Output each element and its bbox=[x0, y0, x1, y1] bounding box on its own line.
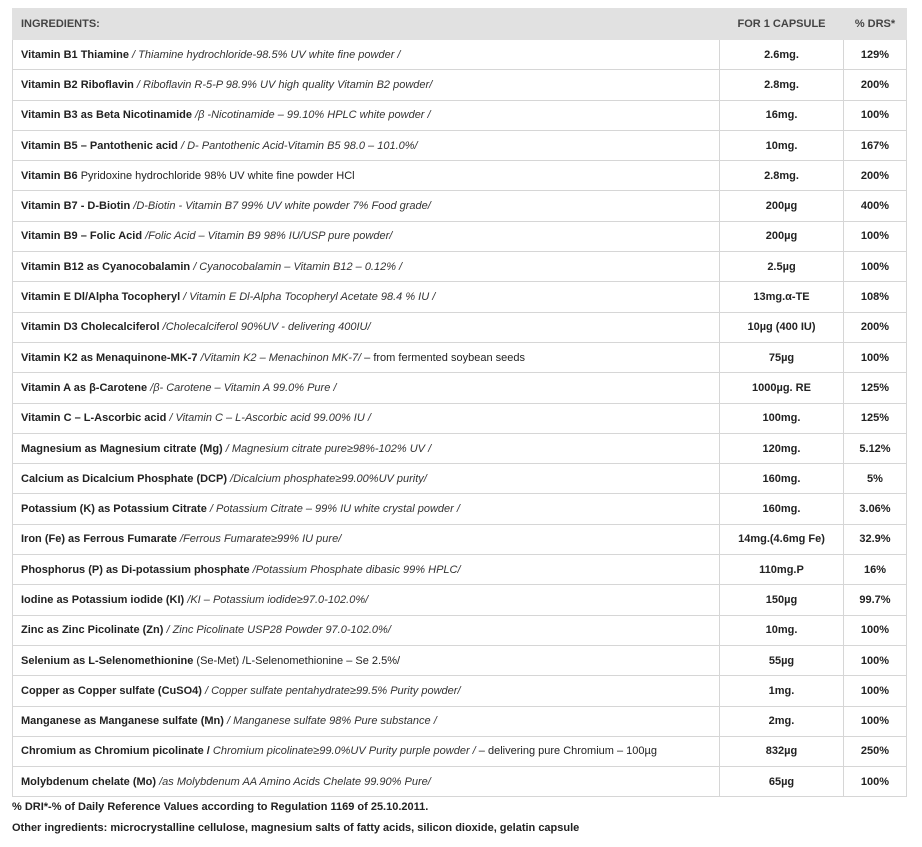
amount-cell: 2.5µg bbox=[720, 252, 844, 282]
drs-cell: 167% bbox=[844, 130, 907, 160]
ingredient-description: / Thiamine hydrochloride-98.5% UV white fine powder / bbox=[129, 48, 401, 61]
ingredient-cell bbox=[13, 342, 720, 372]
amount-cell: 75µg bbox=[720, 342, 844, 372]
ingredient-name: Vitamin B7 - D-Biotin bbox=[21, 200, 131, 213]
ingredient-name: Manganese as Manganese sulfate (Mn) bbox=[21, 715, 224, 728]
ingredient-name: Magnesium as Magnesium citrate (Mg) bbox=[21, 442, 223, 455]
amount-cell: 2mg. bbox=[720, 706, 844, 736]
ingredient-cell bbox=[13, 282, 720, 312]
table-row bbox=[13, 494, 907, 524]
other-ingredients-note: Other ingredients: microcrystalline cellulose, magnesium salts of fatty acids, silicon dioxide, gelatin capsule bbox=[12, 822, 580, 834]
ingredient-description: /β -Nicotinamide – 99.10% HPLC white powder / bbox=[191, 109, 431, 122]
table-row bbox=[13, 282, 907, 312]
ingredient-cell bbox=[13, 221, 720, 251]
header-ingredients: INGREDIENTS: bbox=[13, 9, 720, 40]
amount-cell: 1mg. bbox=[720, 676, 844, 706]
amount-cell: 160mg. bbox=[720, 494, 844, 524]
drs-cell: 5% bbox=[844, 464, 907, 494]
ingredient-name: Vitamin B3 as Beta Nicotinamide bbox=[21, 109, 192, 122]
ingredient-name: Vitamin B12 as Cyanocobalamin bbox=[21, 260, 191, 273]
ingredient-name: Selenium as L-Selenomethionine bbox=[21, 654, 194, 667]
ingredient-name: Potassium (K) as Potassium Citrate bbox=[21, 503, 207, 516]
table-row bbox=[13, 221, 907, 251]
amount-cell: 10µg (400 IU) bbox=[720, 312, 844, 342]
table-row bbox=[13, 312, 907, 342]
table-row bbox=[13, 555, 907, 585]
amount-cell: 200µg bbox=[720, 191, 844, 221]
table-row bbox=[13, 736, 907, 766]
table-row bbox=[13, 706, 907, 736]
footnotes bbox=[12, 800, 906, 842]
ingredient-name: Vitamin B2 Riboflavin bbox=[21, 78, 134, 91]
drs-cell: 250% bbox=[844, 736, 907, 766]
table-row bbox=[13, 645, 907, 675]
amount-cell: 16mg. bbox=[720, 100, 844, 130]
ingredient-cell bbox=[13, 585, 720, 615]
ingredient-name: Vitamin B9 – Folic Acid bbox=[21, 230, 143, 243]
drs-cell: 100% bbox=[844, 645, 907, 675]
table-row bbox=[13, 767, 907, 797]
amount-cell: 2.6mg. bbox=[720, 40, 844, 70]
ingredient-description: Chromium picolinate≥99.0%UV Purity purple powder / bbox=[209, 745, 476, 758]
drs-cell: 32.9% bbox=[844, 524, 907, 554]
drs-cell: 400% bbox=[844, 191, 907, 221]
table-row bbox=[13, 373, 907, 403]
drs-cell: 100% bbox=[844, 100, 907, 130]
ingredient-name: Vitamin E Dl/Alpha Tocopheryl bbox=[21, 291, 181, 304]
drs-cell: 100% bbox=[844, 342, 907, 372]
ingredient-description: / Copper sulfate pentahydrate≥99.5% Purity powder/ bbox=[201, 684, 461, 697]
drs-cell: 100% bbox=[844, 252, 907, 282]
table-row bbox=[13, 252, 907, 282]
table-row bbox=[13, 676, 907, 706]
table-row bbox=[13, 464, 907, 494]
ingredient-cell bbox=[13, 706, 720, 736]
table-row bbox=[13, 130, 907, 160]
ingredients-table bbox=[12, 8, 907, 797]
amount-cell: 1000µg. RE bbox=[720, 373, 844, 403]
table-row bbox=[13, 161, 907, 191]
header-drs: % DRS* bbox=[844, 9, 907, 40]
ingredient-cell bbox=[13, 40, 720, 70]
ingredient-cell bbox=[13, 403, 720, 433]
ingredient-description: /Folic Acid – Vitamin B9 98% IU/USP pure powder/ bbox=[142, 230, 393, 243]
ingredient-description: /KI – Potassium iodide≥97.0-102.0%/ bbox=[184, 593, 369, 606]
table-row bbox=[13, 70, 907, 100]
amount-cell: 832µg bbox=[720, 736, 844, 766]
drs-cell: 100% bbox=[844, 221, 907, 251]
amount-cell: 10mg. bbox=[720, 615, 844, 645]
ingredient-description: / Magnesium citrate pure≥98%-102% UV / bbox=[222, 442, 432, 455]
ingredient-description: / D- Pantothenic Acid-Vitamin B5 98.0 – 101.0%/ bbox=[177, 139, 418, 152]
ingredient-name: Vitamin C – L-Ascorbic acid bbox=[21, 412, 167, 425]
ingredient-description: /Cholecalciferol 90%UV - delivering 400IU/ bbox=[159, 321, 371, 334]
ingredient-cell bbox=[13, 252, 720, 282]
table-header-row bbox=[13, 9, 907, 40]
amount-cell: 13mg.α-TE bbox=[720, 282, 844, 312]
drs-cell: 125% bbox=[844, 403, 907, 433]
ingredient-cell bbox=[13, 645, 720, 675]
ingredient-cell bbox=[13, 433, 720, 463]
ingredient-name: Vitamin D3 Cholecalciferol bbox=[21, 321, 160, 334]
ingredient-note: Pyridoxine hydrochloride 98% UV white fine powder HCl bbox=[77, 169, 355, 182]
ingredient-cell bbox=[13, 191, 720, 221]
ingredient-description: /Potassium Phosphate dibasic 99% HPLC/ bbox=[249, 563, 461, 576]
ingredient-note: – from fermented soybean seeds bbox=[361, 351, 525, 364]
ingredient-note: (Se-Met) /L-Selenomethionine – Se 2.5%/ bbox=[193, 654, 401, 667]
drs-cell: 200% bbox=[844, 312, 907, 342]
ingredient-name: Vitamin A as β-Carotene bbox=[21, 381, 148, 394]
amount-cell: 10mg. bbox=[720, 130, 844, 160]
drs-cell: 100% bbox=[844, 706, 907, 736]
ingredient-name: Copper as Copper sulfate (CuSO4) bbox=[21, 684, 202, 697]
ingredient-description: /Vitamin K2 – Menachinon MK-7/ bbox=[197, 351, 362, 364]
ingredient-name: Molybdenum chelate (Mo) bbox=[21, 775, 157, 788]
drs-cell: 16% bbox=[844, 555, 907, 585]
ingredient-name: Zinc as Zinc Picolinate (Zn) bbox=[21, 624, 164, 637]
ingredient-name: Iodine as Potassium iodide (KI) bbox=[21, 593, 185, 606]
ingredient-name: Vitamin K2 as Menaquinone-MK-7 bbox=[21, 351, 198, 364]
ingredient-cell bbox=[13, 70, 720, 100]
ingredient-description: /β- Carotene – Vitamin A 99.0% Pure / bbox=[147, 381, 337, 394]
ingredient-cell bbox=[13, 555, 720, 585]
ingredient-name: Vitamin B6 bbox=[21, 169, 78, 182]
ingredient-cell bbox=[13, 676, 720, 706]
amount-cell: 2.8mg. bbox=[720, 161, 844, 191]
ingredient-note: – delivering pure Chromium – 100µg bbox=[475, 745, 657, 758]
table-row bbox=[13, 403, 907, 433]
drs-cell: 125% bbox=[844, 373, 907, 403]
table-row bbox=[13, 433, 907, 463]
ingredient-cell bbox=[13, 494, 720, 524]
drs-cell: 100% bbox=[844, 615, 907, 645]
drs-cell: 100% bbox=[844, 676, 907, 706]
ingredient-name: Phosphorus (P) as Di-potassium phosphate bbox=[21, 563, 250, 576]
amount-cell: 14mg.(4.6mg Fe) bbox=[720, 524, 844, 554]
ingredient-description: / Potassium Citrate – 99% IU white crystal powder / bbox=[206, 503, 460, 516]
ingredient-name: Calcium as Dicalcium Phosphate (DCP) bbox=[21, 472, 227, 485]
amount-cell: 120mg. bbox=[720, 433, 844, 463]
ingredient-cell bbox=[13, 615, 720, 645]
table-row bbox=[13, 191, 907, 221]
ingredient-cell bbox=[13, 736, 720, 766]
amount-cell: 200µg bbox=[720, 221, 844, 251]
amount-cell: 160mg. bbox=[720, 464, 844, 494]
ingredient-cell bbox=[13, 373, 720, 403]
ingredient-name: Vitamin B5 – Pantothenic acid bbox=[21, 139, 178, 152]
table-row bbox=[13, 524, 907, 554]
amount-cell: 100mg. bbox=[720, 403, 844, 433]
table-row bbox=[13, 615, 907, 645]
ingredient-cell bbox=[13, 130, 720, 160]
ingredient-description: / Cyanocobalamin – Vitamin B12 – 0.12% / bbox=[190, 260, 403, 273]
amount-cell: 55µg bbox=[720, 645, 844, 675]
ingredient-description: / Zinc Picolinate USP28 Powder 97.0-102.0%/ bbox=[163, 624, 391, 637]
drs-cell: 3.06% bbox=[844, 494, 907, 524]
table-row bbox=[13, 585, 907, 615]
ingredient-cell bbox=[13, 161, 720, 191]
ingredient-cell bbox=[13, 524, 720, 554]
amount-cell: 110mg.P bbox=[720, 555, 844, 585]
ingredient-description: /as Molybdenum AA Amino Acids Chelate 99.90% Pure/ bbox=[156, 775, 431, 788]
ingredient-name: Iron (Fe) as Ferrous Fumarate bbox=[21, 533, 177, 546]
table-row bbox=[13, 100, 907, 130]
amount-cell: 65µg bbox=[720, 767, 844, 797]
ingredient-description: / Riboflavin R-5-P 98.9% UV high quality Vitamin B2 powder/ bbox=[133, 78, 433, 91]
ingredient-description: /Ferrous Fumarate≥99% IU pure/ bbox=[176, 533, 342, 546]
drs-cell: 100% bbox=[844, 767, 907, 797]
ingredient-cell bbox=[13, 312, 720, 342]
ingredient-description: /D-Biotin - Vitamin B7 99% UV white powder 7% Food grade/ bbox=[130, 200, 431, 213]
drs-cell: 200% bbox=[844, 70, 907, 100]
amount-cell: 150µg bbox=[720, 585, 844, 615]
ingredient-cell bbox=[13, 100, 720, 130]
header-amount: FOR 1 CAPSULE bbox=[720, 9, 844, 40]
drs-cell: 5.12% bbox=[844, 433, 907, 463]
drs-cell: 200% bbox=[844, 161, 907, 191]
drs-cell: 108% bbox=[844, 282, 907, 312]
ingredient-name: Vitamin B1 Thiamine bbox=[21, 48, 129, 61]
ingredient-name: Chromium as Chromium picolinate / bbox=[21, 745, 210, 758]
ingredient-description: / Vitamin E Dl-Alpha Tocopheryl Acetate 98.4 % IU / bbox=[180, 291, 436, 304]
dri-footnote: % DRI*-% of Daily Reference Values according to Regulation 1169 of 25.10.2011. bbox=[12, 801, 429, 813]
drs-cell: 99.7% bbox=[844, 585, 907, 615]
table-row bbox=[13, 342, 907, 372]
table-row bbox=[13, 40, 907, 70]
drs-cell: 129% bbox=[844, 40, 907, 70]
amount-cell: 2.8mg. bbox=[720, 70, 844, 100]
ingredient-description: / Manganese sulfate 98% Pure substance / bbox=[223, 715, 437, 728]
ingredient-description: / Vitamin C – L-Ascorbic acid 99.00% IU / bbox=[166, 412, 371, 425]
ingredient-description: /Dicalcium phosphate≥99.00%UV purity/ bbox=[227, 472, 427, 485]
ingredient-cell bbox=[13, 464, 720, 494]
ingredient-cell bbox=[13, 767, 720, 797]
